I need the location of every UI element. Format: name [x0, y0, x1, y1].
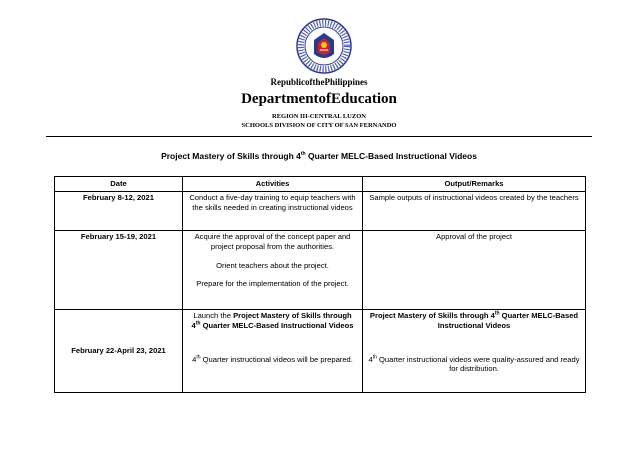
row-activity	[183, 231, 363, 310]
output-line: Project Mastery of Skills through 4th Quarter MELC-Based Instructional Videos	[369, 310, 579, 330]
column-header-date: Date	[55, 177, 183, 192]
table-row	[55, 192, 586, 231]
header-divider	[46, 136, 592, 137]
deped-seal-icon	[296, 18, 352, 74]
row-output: Approval of the project	[363, 231, 586, 310]
row-output: Sample outputs of instructional videos created by the teachers	[363, 192, 586, 231]
table-row	[55, 231, 586, 310]
division-label: SCHOOLS DIVISION OF CITY OF SAN FERNANDO	[241, 122, 397, 129]
activity-line: Orient teachers about the project.	[216, 260, 329, 270]
table-header-row	[55, 177, 586, 192]
activity-line: 4th Quarter instructional videos will be prepared.	[192, 354, 353, 364]
row-activity: Conduct a five-day training to equip teachers with the skills needed in creating instructional videos	[183, 192, 363, 231]
plan-table	[54, 176, 586, 393]
republic-label: RepublicofthePhilippines	[270, 77, 368, 87]
table-row	[55, 310, 586, 393]
row-activity	[183, 310, 363, 393]
activity-line: Prepare for the implementation of the project.	[196, 279, 349, 289]
row-date: February 22-April 23, 2021	[55, 310, 183, 393]
row-date: February 8-12, 2021	[55, 192, 183, 231]
region-label: REGION III-CENTRAL LUZON	[272, 113, 366, 120]
document-title: Project Mastery of Skills through 4th Quarter MELC-Based Instructional Videos	[161, 151, 477, 161]
row-date: February 15-19, 2021	[55, 231, 183, 310]
column-header-activities: Activities	[183, 177, 363, 192]
column-header-output: Output/Remarks	[363, 177, 586, 192]
output-line: 4th Quarter instructional videos were quality-assured and ready for distribution.	[368, 354, 580, 374]
activity-line: Acquire the approval of the concept paper and project proposal from the authorities.	[194, 232, 351, 251]
activity-line: Launch the Project Mastery of Skills through 4th Quarter MELC-Based Instructional Videos	[191, 311, 354, 330]
department-title: DepartmentofEducation	[241, 91, 397, 107]
row-output	[363, 310, 586, 393]
